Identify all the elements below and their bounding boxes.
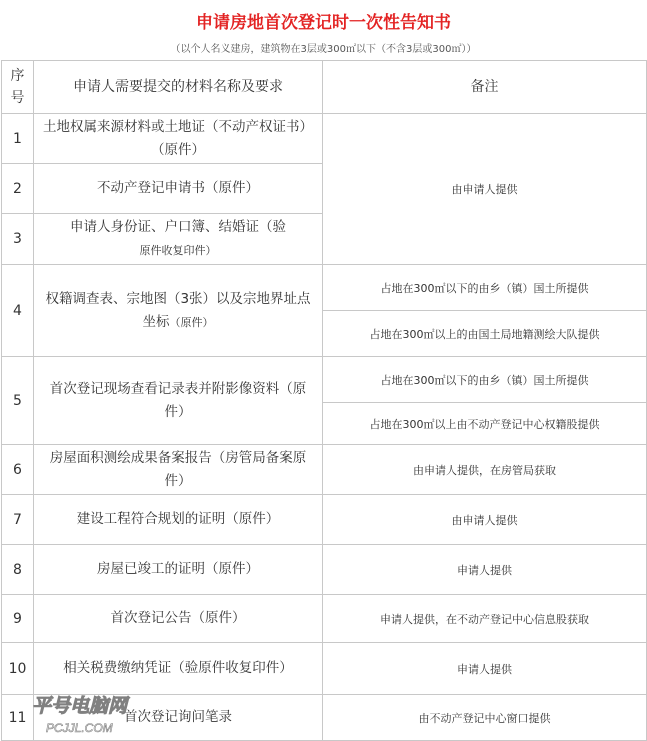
row-material: 房屋已竣工的证明（原件）: [34, 545, 323, 595]
row-material-main: 申请人身份证、户口簿、结婚证（验: [70, 219, 286, 235]
table-row: [2, 595, 647, 643]
row-material: 房屋面积测绘成果备案报告（房管局备案原件）: [34, 445, 323, 495]
row-note: 申请人提供: [323, 643, 647, 695]
row-note: 由申请人提供: [323, 114, 647, 265]
requirements-table: [1, 60, 647, 741]
watermark-line1: 平号电脑网: [32, 696, 128, 717]
row-no: 9: [2, 595, 34, 643]
row-material: 首次登记现场查看记录表并附影像资料（原件）: [34, 357, 323, 445]
row-material: 不动产登记申请书（原件）: [34, 164, 323, 214]
header-no: 序号: [2, 61, 34, 114]
row-note: 由申请人提供，在房管局获取: [323, 445, 647, 495]
row-material: 相关税费缴纳凭证（验原件收复印件）: [34, 643, 323, 695]
watermark-line2: PCJJL.COM: [46, 721, 113, 735]
table-row: [2, 265, 647, 311]
row-note: 占地在300㎡以下的由乡（镇）国土所提供: [323, 265, 647, 311]
row-material: [34, 265, 323, 357]
table-row: [2, 114, 647, 164]
row-note: 占地在300㎡以上的由国土局地籍测绘大队提供: [323, 311, 647, 357]
row-no: 3: [2, 214, 34, 265]
page-title: 申请房地首次登记时一次性告知书: [196, 13, 451, 33]
table-row: [2, 545, 647, 595]
table-row: [2, 445, 647, 495]
row-no: 10: [2, 643, 34, 695]
row-note: 由不动产登记中心窗口提供: [323, 695, 647, 741]
row-no: 7: [2, 495, 34, 545]
header-note: 备注: [323, 61, 647, 114]
table-row: [2, 643, 647, 695]
site-watermark-logo: [28, 688, 168, 738]
header-material: 申请人需要提交的材料名称及要求: [34, 61, 323, 114]
table-header-row: [2, 61, 647, 114]
row-no: 5: [2, 357, 34, 445]
row-note: 申请人提供: [323, 545, 647, 595]
row-no: 8: [2, 545, 34, 595]
row-no: 6: [2, 445, 34, 495]
table-row: [2, 357, 647, 403]
row-material: [34, 214, 323, 265]
row-material: 建设工程符合规划的证明（原件）: [34, 495, 323, 545]
row-material: 土地权属来源材料或土地证（不动产权证书）（原件）: [34, 114, 323, 164]
row-note: 申请人提供，在不动产登记中心信息股获取: [323, 595, 647, 643]
table-row: [2, 495, 647, 545]
page-subtitle: （以个人名义建房，建筑物在3层或300㎡以下（不含3层或300㎡））: [170, 44, 477, 55]
row-note: 由申请人提供: [323, 495, 647, 545]
row-material-small: 原件收复印件）: [139, 244, 217, 257]
row-note: 占地在300㎡以下的由乡（镇）国土所提供: [323, 357, 647, 403]
row-note: 占地在300㎡以上由不动产登记中心权籍股提供: [323, 403, 647, 445]
row-no: 1: [2, 114, 34, 164]
row-no: 2: [2, 164, 34, 214]
row-material: 首次登记询问笔录: [34, 695, 323, 741]
row-no: 11: [2, 695, 34, 741]
row-material-main: 权籍调查表、宗地图（3张）以及宗地界址点坐标: [45, 290, 311, 330]
row-no: 4: [2, 265, 34, 357]
row-material-small: （原件）: [169, 315, 214, 329]
row-material: 首次登记公告（原件）: [34, 595, 323, 643]
